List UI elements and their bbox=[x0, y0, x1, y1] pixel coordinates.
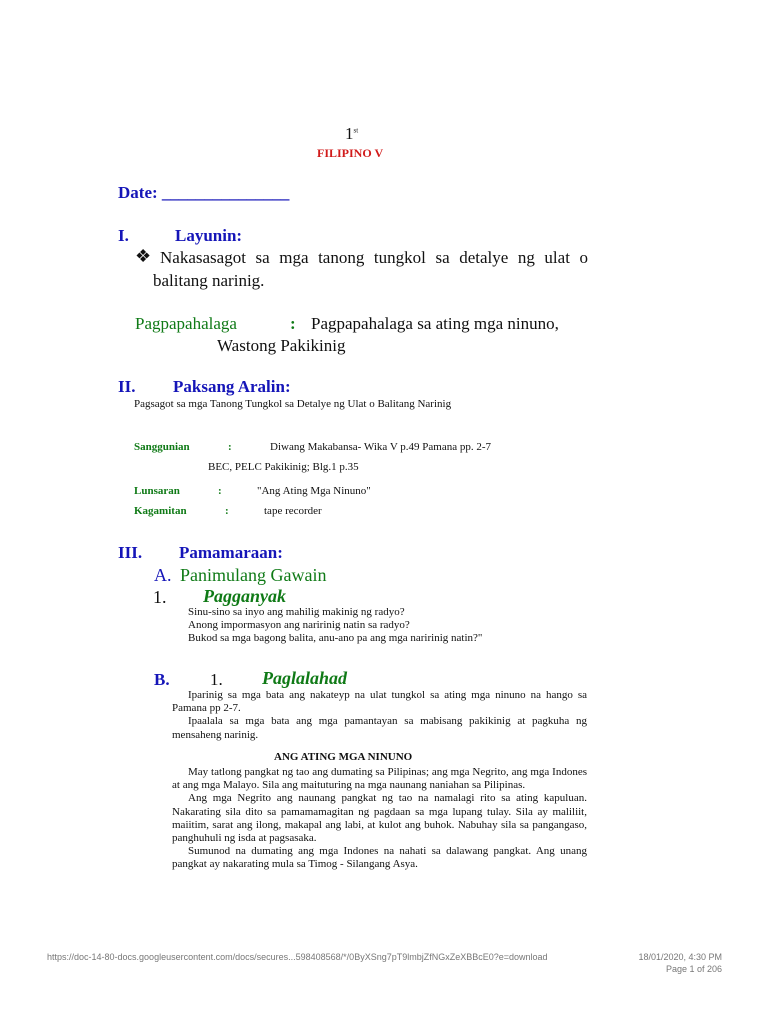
page-number bbox=[345, 124, 358, 144]
story-paragraph-2: Ang mga Negrito ang naunang pangkat ng tao na namalagi rito sa ating kapuluan. Nakarating sila dito sa pamamamagitan ng pagdaan sa mga lupang tulay. Sila ay maliliit, maiitim, sarat ang ilong, makapal ang labi, at kulot ang buhok. Nabuhay sila sa pangangaso, panghuhuli ng isda at pagsasaka. bbox=[172, 792, 587, 845]
story-paragraph-1: May tatlong pangkat ng tao ang dumating sa Pilipinas; ang mga Negrito, ang mga Indones at ang mga Malayo. Sila ang maituturing na mga naunang naniahan sa Pilipinas. bbox=[172, 766, 587, 792]
values-line-2: Wastong Pakikinig bbox=[217, 336, 346, 355]
question-3: Bukod sa mga bagong balita, anu-ano pa ang mga naririnig natin?" bbox=[188, 632, 483, 644]
values-colon: : bbox=[290, 314, 296, 333]
kagamitan-label: Kagamitan bbox=[134, 505, 187, 517]
instructions-block bbox=[172, 689, 587, 742]
story-paragraph-3: Sumunod na dumating ang mga Indones na nahati sa dalawang pangkat. Ang unang pangkat ay nakarating mula sa Timog - Silangang Asya. bbox=[172, 845, 587, 871]
section-2-title: Paksang Aralin: bbox=[173, 377, 291, 396]
sanggunian-value-2: BEC, PELC Pakikinig; Blg.1 p.35 bbox=[208, 461, 359, 473]
story-title: ANG ATING MGA NINUNO bbox=[274, 751, 413, 763]
section-3-title: Pamamaraan: bbox=[179, 543, 283, 562]
date-line bbox=[118, 183, 289, 203]
story-block bbox=[172, 766, 587, 872]
subject-title: FILIPINO V bbox=[317, 146, 384, 160]
objective-line-1: Nakasasagot sa mga tanong tungkol sa detalye ng ulat o bbox=[160, 248, 588, 267]
question-1: Sinu-sino sa inyo ang mahilig makinig ng radyo? bbox=[188, 606, 405, 618]
diamond-bullet-icon: ❖ bbox=[135, 246, 152, 266]
subsection-a-label: A. bbox=[154, 565, 172, 585]
pagganyak-title: Pagganyak bbox=[203, 586, 286, 606]
footer-page: Page 1 of 206 bbox=[665, 964, 722, 974]
subsection-b-label: B. bbox=[154, 670, 170, 689]
date-label: Date: bbox=[118, 183, 158, 202]
date-blank: _______________ bbox=[161, 183, 290, 202]
kagamitan-colon: : bbox=[225, 505, 229, 517]
section-1-title: Layunin: bbox=[175, 226, 243, 245]
question-2: Anong impormasyon ang naririnig natin sa radyo? bbox=[188, 619, 410, 631]
values-label: Pagpapahalaga bbox=[135, 314, 237, 333]
topic-text: Pagsagot sa mga Tanong Tungkol sa Detalye ng Ulat o Balitang Narinig bbox=[134, 398, 452, 410]
values-line-1: Pagpapahalaga sa ating mga ninuno, bbox=[311, 314, 559, 333]
lunsaran-label: Lunsaran bbox=[134, 485, 180, 497]
page-number-suffix: st bbox=[353, 126, 359, 135]
paglalahad-number: 1. bbox=[210, 670, 223, 689]
footer-url: https://doc-14-80-docs.googleusercontent.com/docs/secures...598408568/*/0ByXSng7pT9lmbjZfNGxZeXBBcE0?e=download bbox=[47, 952, 548, 962]
section-3-numeral: III. bbox=[118, 543, 143, 562]
lunsaran-value: "Ang Ating Mga Ninuno" bbox=[257, 485, 371, 497]
pagganyak-number: 1. bbox=[153, 587, 167, 607]
section-1-numeral: I. bbox=[118, 226, 129, 245]
instruction-1: Iparinig sa mga bata ang nakateyp na ulat tungkol sa ating mga ninuno na hango sa Pamana pp 2-7. bbox=[172, 689, 587, 715]
footer-datetime: 18/01/2020, 4:30 PM bbox=[638, 952, 722, 962]
section-2-numeral: II. bbox=[118, 377, 136, 396]
kagamitan-value: tape recorder bbox=[264, 505, 322, 517]
instruction-2: Ipaalala sa mga bata ang mga pamantayan sa mabisang pakikinig at pagkuha ng mensaheng narinig. bbox=[172, 715, 587, 741]
page-number-value: 1 bbox=[345, 124, 354, 143]
sanggunian-value-1: Diwang Makabansa- Wika V p.49 Pamana pp. 2-7 bbox=[270, 441, 492, 453]
objective-line-2: balitang narinig. bbox=[153, 271, 265, 290]
lunsaran-colon: : bbox=[218, 485, 222, 497]
sanggunian-label: Sanggunian bbox=[134, 441, 190, 453]
subsection-a-title: Panimulang Gawain bbox=[180, 565, 327, 585]
sanggunian-colon: : bbox=[228, 441, 232, 453]
paglalahad-title: Paglalahad bbox=[262, 668, 348, 688]
